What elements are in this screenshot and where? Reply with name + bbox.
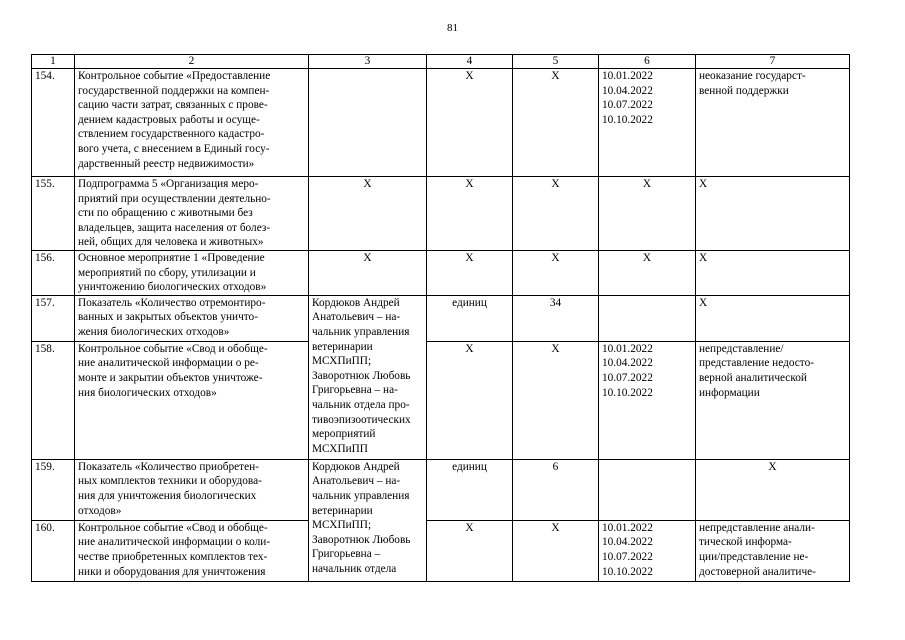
table-row: [32, 69, 850, 177]
table-row: [32, 295, 850, 341]
page-number: 81: [447, 22, 458, 34]
cell-col4: Х: [427, 520, 513, 581]
row-title: Показатель «Количество отремонтиро- ванных и закрытых объектов уничто- жения биологических отходов»: [75, 295, 309, 341]
responsible-cell: Кордюков Андрей Анатольевич – на- чальник управления ветеринарии МСХПиПП; Заворотнюк Любовь Григорьевна – начальник отдела: [309, 459, 427, 581]
risk-cell: Х: [696, 459, 850, 520]
dates-cell: 10.01.2022 10.04.2022 10.07.2022 10.10.2022: [599, 341, 696, 459]
risk-cell: неоказание государст- венной поддержки: [696, 69, 850, 177]
cell-col5: Х: [513, 69, 599, 177]
header-cell: 1: [32, 55, 75, 69]
cell-col5: 34: [513, 295, 599, 341]
row-title: Контрольное событие «Свод и обобще- ние аналитической информации о ре- монте и закрытии объектов уничтоже- ния биологических отходов»: [75, 341, 309, 459]
row-number: 155.: [32, 177, 75, 251]
row-title: Основное мероприятие 1 «Проведение мероприятий по сбору, утилизации и уничтожению биологических отходов»: [75, 251, 309, 296]
table-row: [32, 251, 850, 296]
cell-col5: 6: [513, 459, 599, 520]
dates-cell: Х: [599, 251, 696, 296]
responsible-cell: Кордюков Андрей Анатольевич – на- чальник управления ветеринарии МСХПиПП; Заворотнюк Любовь Григорьевна – на- чальник отдела про- тивоэпизоотических мероприятий МСХПиПП: [309, 295, 427, 459]
risk-cell: Х: [696, 251, 850, 296]
row-number: 157.: [32, 295, 75, 341]
table-row: [32, 341, 850, 459]
row-number: 156.: [32, 251, 75, 296]
table-row: [32, 177, 850, 251]
cell-col4: Х: [427, 177, 513, 251]
cell-col4: единиц: [427, 295, 513, 341]
table-row: [32, 520, 850, 581]
cell-col5: Х: [513, 251, 599, 296]
header-cell: 6: [599, 55, 696, 69]
cell-col4: Х: [427, 69, 513, 177]
row-number: 159.: [32, 459, 75, 520]
header-row: [32, 55, 850, 69]
responsible-cell: Х: [309, 251, 427, 296]
dates-cell: [599, 459, 696, 520]
row-number: 158.: [32, 341, 75, 459]
cell-col4: единиц: [427, 459, 513, 520]
cell-col5: Х: [513, 520, 599, 581]
row-title: Подпрограмма 5 «Организация меро- приятий при осуществлении деятельно- сти по обращению с животными без владельцев, защита населения от болез- ней, общих для человека и животных»: [75, 177, 309, 251]
header-cell: 7: [696, 55, 850, 69]
responsible-cell: [309, 69, 427, 177]
cell-col5: Х: [513, 341, 599, 459]
risk-cell: Х: [696, 177, 850, 251]
risk-cell: непредставление анали- тической информа- ции/представление не- достоверной аналитиче-: [696, 520, 850, 581]
dates-cell: 10.01.2022 10.04.2022 10.07.2022 10.10.2022: [599, 520, 696, 581]
header-cell: 3: [309, 55, 427, 69]
risk-cell: Х: [696, 295, 850, 341]
header-cell: 4: [427, 55, 513, 69]
responsible-cell: Х: [309, 177, 427, 251]
header-cell: 5: [513, 55, 599, 69]
cell-col4: Х: [427, 251, 513, 296]
plan-table: [31, 54, 850, 582]
table-row: [32, 459, 850, 520]
dates-cell: [599, 295, 696, 341]
row-title: Контрольное событие «Предоставление государственной поддержки на компен- сацию части затрат, связанных с прове- дением кадастровых работы и осуще- ствлением государственного кадастро- вого учета, с внесением в Единый госу- дарственный реестр недвижимости»: [75, 69, 309, 177]
dates-cell: Х: [599, 177, 696, 251]
row-title: Показатель «Количество приобретен- ных комплектов техники и оборудова- ния для уничтожения биологических отходов»: [75, 459, 309, 520]
cell-col4: Х: [427, 341, 513, 459]
row-title: Контрольное событие «Свод и обобще- ние аналитической информации о коли- честве приобретенных комплектов тех- ники и оборудования для уничтожения: [75, 520, 309, 581]
row-number: 154.: [32, 69, 75, 177]
row-number: 160.: [32, 520, 75, 581]
header-cell: 2: [75, 55, 309, 69]
cell-col5: Х: [513, 177, 599, 251]
risk-cell: непредставление/ представление недосто- верной аналитической информации: [696, 341, 850, 459]
dates-cell: 10.01.2022 10.04.2022 10.07.2022 10.10.2022: [599, 69, 696, 177]
